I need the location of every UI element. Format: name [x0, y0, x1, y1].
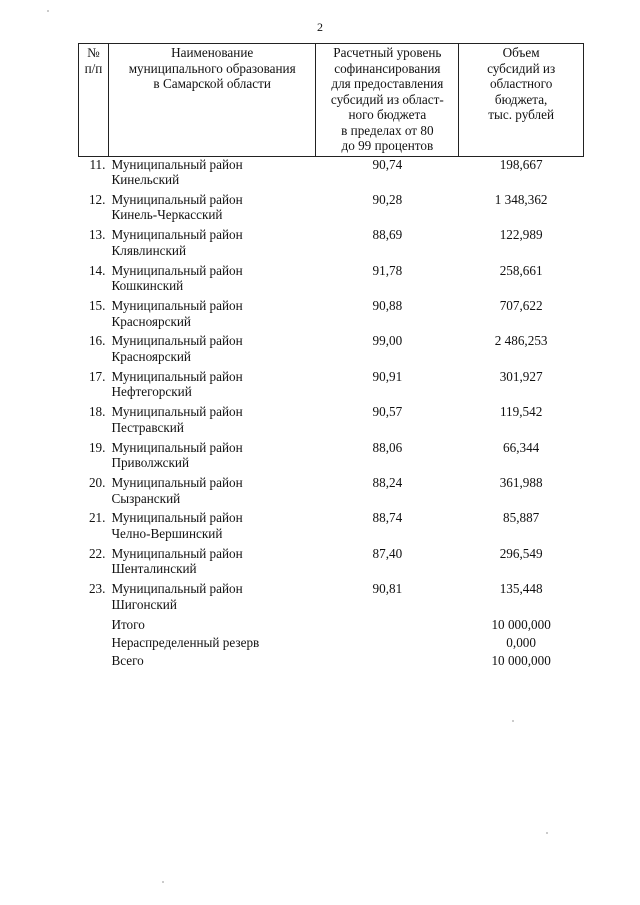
row-volume: 301,927 [499, 368, 543, 384]
table-row [79, 263, 584, 298]
row-level: 90,74 [372, 156, 403, 172]
row-name: Муниципальный район Нефтегорский [111, 368, 243, 400]
row-level: 88,69 [372, 227, 403, 243]
scan-speck [162, 881, 164, 883]
row-number: 13. [88, 227, 106, 243]
row-name: Муниципальный район Кинель-Черкасский [111, 191, 243, 223]
row-volume: 2 486,253 [494, 333, 548, 349]
scan-speck [546, 832, 548, 834]
grand-total-row [79, 653, 584, 671]
row-number: 16. [88, 333, 106, 349]
row-name: Муниципальный район Пестравский [111, 404, 243, 435]
row-name: Муниципальный район Шигонский [111, 581, 243, 612]
header-num: № п/п [79, 44, 109, 157]
row-name: Муниципальный район Кошкинский [111, 262, 243, 294]
row-number: 20. [88, 475, 106, 491]
row-number: 12. [88, 191, 106, 207]
table-row [79, 546, 584, 581]
reserve-label: Нераспределенный резерв [111, 634, 260, 650]
table-row [79, 581, 584, 616]
row-volume: 707,622 [499, 298, 543, 314]
row-name: Муниципальный район Сызранский [111, 475, 243, 506]
scan-speck [47, 10, 49, 12]
total-value: 10 000,000 [491, 616, 551, 632]
row-level: 90,91 [372, 368, 403, 384]
subsidies-table [78, 43, 584, 671]
row-number: 14. [88, 262, 106, 278]
row-volume: 258,661 [499, 262, 543, 278]
row-level: 90,81 [372, 581, 403, 597]
row-level: 87,40 [372, 545, 403, 561]
row-volume: 85,887 [503, 510, 540, 526]
row-volume: 1 348,362 [494, 191, 548, 207]
row-number: 17. [88, 368, 106, 384]
row-level: 88,74 [372, 510, 403, 526]
row-name: Муниципальный район Кинельский [111, 156, 243, 187]
row-name: Муниципальный район Приволжский [111, 439, 243, 471]
table-row [79, 298, 584, 333]
row-number: 22. [88, 545, 106, 561]
row-name: Муниципальный район Красноярский [111, 298, 243, 329]
page-number: 2 [317, 20, 323, 34]
row-number: 19. [88, 439, 106, 455]
row-volume: 122,989 [499, 227, 543, 243]
row-level: 90,57 [372, 404, 403, 420]
header-name: Наименование муниципального образования в Самарской области [108, 44, 315, 157]
header-level: Расчетный уровень софинансирования для предоставления субсидий из област- ного бюджета в пределах от 80 до 99 процентов [316, 44, 459, 157]
grand-total-label: Всего [111, 652, 144, 668]
row-level: 90,88 [372, 298, 403, 314]
row-volume: 198,667 [499, 156, 543, 172]
total-label: Итого [111, 616, 145, 632]
grand-total-value: 10 000,000 [491, 652, 551, 668]
row-volume: 296,549 [499, 545, 543, 561]
row-level: 88,06 [372, 439, 403, 455]
row-number: 21. [88, 510, 106, 526]
row-number: 18. [88, 404, 106, 420]
row-number: 11. [89, 156, 106, 172]
row-name: Муниципальный район Шенталинский [111, 545, 243, 577]
row-name: Муниципальный район Красноярский [111, 333, 243, 364]
row-number: 23. [88, 581, 106, 597]
row-volume: 119,542 [499, 404, 543, 420]
table-header [79, 44, 584, 157]
row-level: 88,24 [372, 475, 403, 491]
row-volume: 135,448 [499, 581, 543, 597]
row-volume: 66,344 [503, 439, 540, 455]
header-volume: Объем субсидий из областного бюджета, тыс. рублей [459, 44, 584, 157]
scan-speck [512, 720, 514, 722]
table-row [79, 227, 584, 262]
reserve-value: 0,000 [506, 634, 536, 650]
table-row [79, 156, 584, 192]
table-row [79, 510, 584, 545]
row-level: 90,28 [372, 191, 403, 207]
row-name: Муниципальный район Челно-Вершинский [111, 510, 243, 541]
row-volume: 361,988 [499, 475, 543, 491]
table-row [79, 369, 584, 404]
row-level: 99,00 [372, 333, 403, 349]
table-row [79, 440, 584, 475]
row-name: Муниципальный район Клявлинский [111, 227, 243, 258]
table-row [79, 333, 584, 368]
table-body [79, 156, 584, 671]
reserve-row [79, 635, 584, 653]
row-number: 15. [88, 298, 106, 314]
row-level: 91,78 [372, 262, 403, 278]
total-row [79, 617, 584, 635]
table-row [79, 475, 584, 510]
table-row [79, 192, 584, 227]
table-row [79, 404, 584, 439]
